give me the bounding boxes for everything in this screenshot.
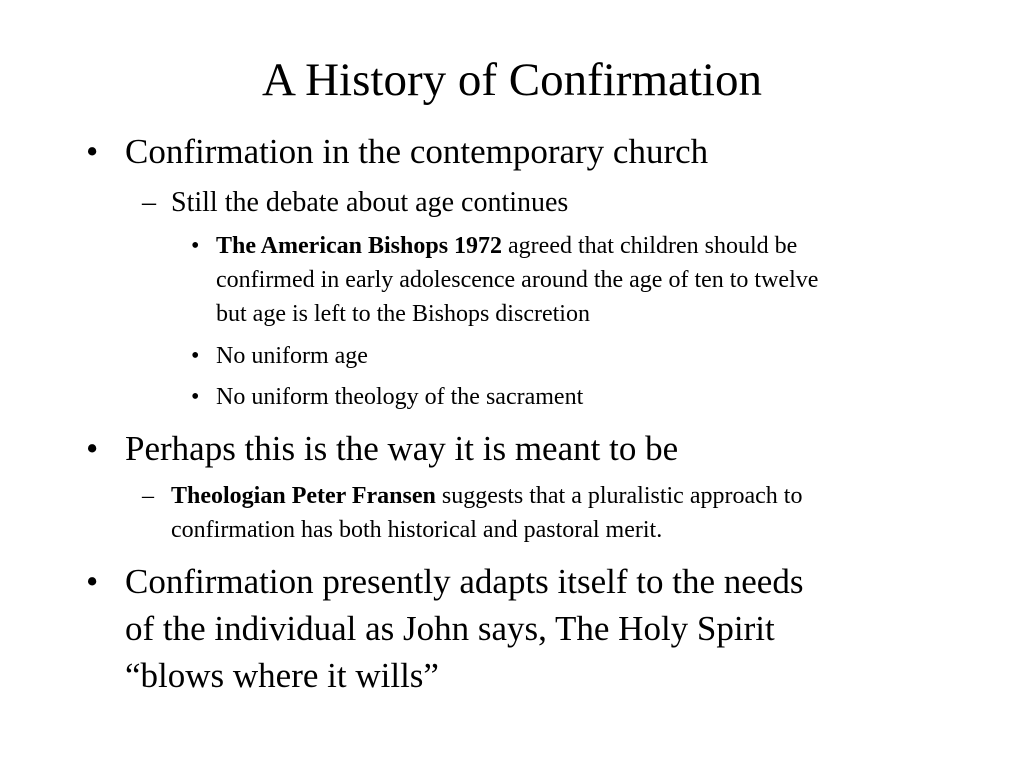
sub-sub-bullet-text: No uniform age xyxy=(216,343,368,369)
slide: A History of Confirmation • Confirmation in the contemporary church – Still the debate about age continues • The American Bishops 1972 agreed that children should be confirmed in early adolescence around the age of ten to twelve but age is left to the Bishops discretion • No uniform age • No uniform theology of the sacrament • Perhaps this is the way it is meant to be – Theologian Peter Fransen suggests that a pluralistic approach to confirmation has both historical and pastoral merit. • Confirmation presently adapts itself to the needs of the individual as John says, The Holy Spirit “blows where it wills” xyxy=(0,0,1024,768)
sub-sub-bullet-text: The American Bishops 1972 agreed that children should be xyxy=(216,233,798,259)
bullet-marker: • xyxy=(86,132,99,171)
slide-title: A History of Confirmation xyxy=(262,54,762,106)
bullet-marker: • xyxy=(86,562,99,601)
bold-phrase: Theologian Peter Fransen xyxy=(171,483,436,509)
bullet-text: Confirmation in the contemporary church xyxy=(125,132,709,171)
bullet-marker: • xyxy=(191,384,200,410)
sub-bullet-text: Still the debate about age continues xyxy=(171,187,569,218)
bullet-text: Perhaps this is the way it is meant to be xyxy=(125,429,679,468)
sub-sub-bullet-text: No uniform theology of the sacrament xyxy=(216,384,584,410)
dash-marker: – xyxy=(142,483,154,509)
sub-bullet-text: Theologian Peter Fransen suggests that a pluralistic approach to xyxy=(171,483,803,509)
bullet-marker: • xyxy=(86,429,99,468)
dash-marker: – xyxy=(142,187,156,218)
bullet-marker: • xyxy=(191,233,200,259)
bold-phrase: The American Bishops 1972 xyxy=(216,233,503,259)
bullet-marker: • xyxy=(191,343,200,369)
bullet-text: Confirmation presently adapts itself to the needs xyxy=(125,562,804,601)
